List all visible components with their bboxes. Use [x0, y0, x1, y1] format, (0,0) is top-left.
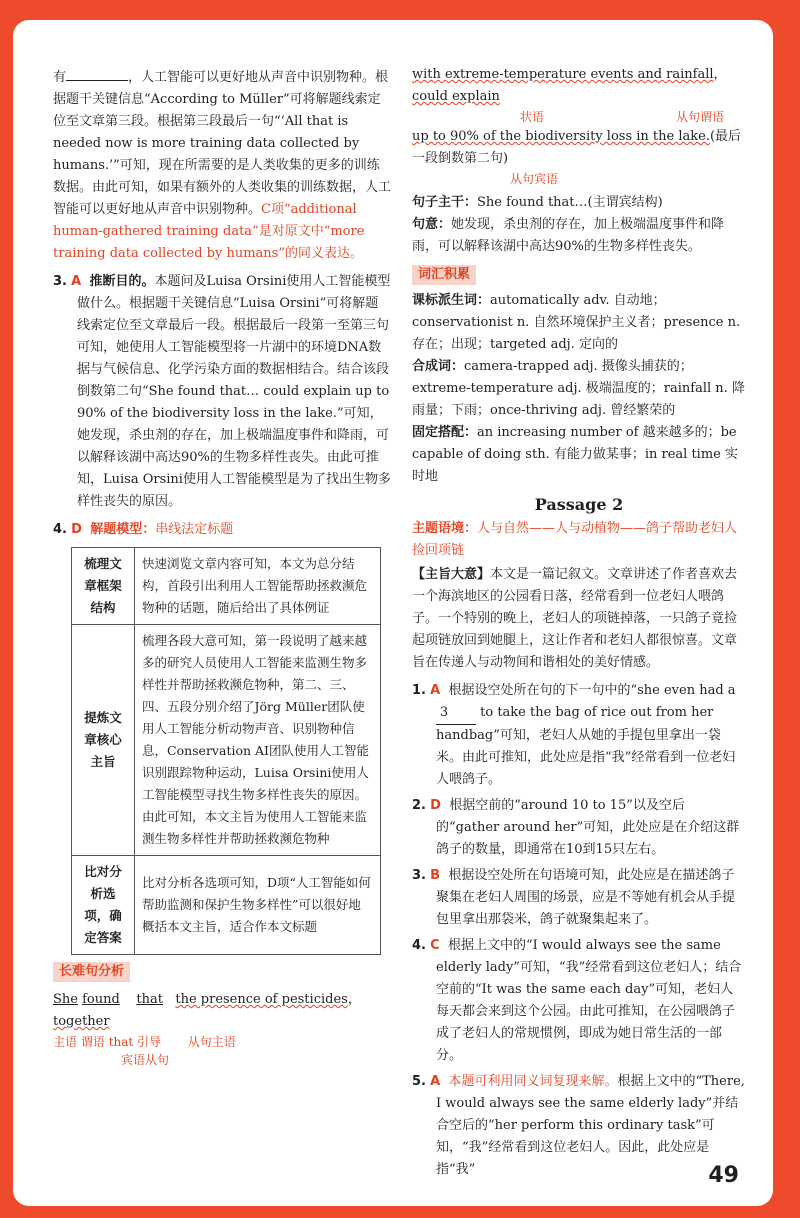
sentence-trunk — [412, 192, 746, 214]
label: 【主旨大意】 — [412, 567, 491, 582]
label: 合成词： — [412, 359, 465, 374]
row-content: 梳理各段大意可知，第一段说明了越来越多的研究人员使用人工智能来监测生物多样性并帮助拯救濒危物种，第二、三、四、五段分别介绍了Jörg Müller团队使用人工智能分析动物声音、识别物种信息，Conservation AI团队使用人工智能识别跟踪物种运动，Luisa Orsini使用人工智能模型寻找生物多样性丧失的原因。由此可知，本文主旨为使用人工智能来监测生物多样性并帮助拯救濒危物种 — [135, 625, 381, 856]
label: 句子主干： — [412, 195, 478, 210]
grammar-label: 宾语从句 — [121, 1053, 170, 1067]
sentence-part: up to 90% of the biodiversity loss in the lake. — [412, 129, 710, 144]
sentence-word: that — [136, 992, 163, 1007]
grammar-labels — [412, 170, 746, 188]
question-number: 4. — [53, 522, 67, 537]
text: automatically adv. 自动地；conservationist n. 自然环境保护主义者；presence n. 存在；出现；targeted adj. 定向的 — [412, 293, 741, 352]
grammar-labels — [53, 1033, 391, 1051]
p2-question-5 — [412, 1071, 746, 1181]
model-name: 串线法定标题 — [155, 522, 234, 537]
question-type: 推断目的。 — [89, 274, 155, 289]
explanation: 根据设空处所在句的下一句中的“she even had a — [448, 683, 736, 698]
row-content: 快速浏览文章内容可知，本文为总分结构，首段引出利用人工智能帮助拯救濒危物种的话题，随后给出了具体例证 — [135, 548, 381, 625]
p2-question-4 — [412, 935, 746, 1067]
section-title: 长难句分析 — [53, 962, 130, 982]
sentence-word: found — [82, 992, 120, 1007]
question-number: 3. — [53, 274, 67, 289]
vocab-collocation — [412, 422, 746, 488]
long-sentence-section — [53, 961, 391, 983]
answer-letter: A — [71, 274, 82, 289]
vocab-compound — [412, 356, 746, 422]
grammar-label: 从句谓语 — [676, 110, 725, 124]
grammar-labels — [53, 1051, 391, 1069]
answer-letter: D — [71, 522, 82, 537]
row-header: 比对分析选项，确定答案 — [72, 856, 135, 955]
sentence-part: with extreme-temperature events and rainfall — [412, 67, 714, 82]
answer-blank — [66, 66, 128, 81]
page-number: 49 — [708, 1163, 739, 1188]
label: 句意： — [412, 217, 452, 232]
row-content: 比对分析各选项可知，D项“人工智能如何帮助监测和保护生物多样性”可以很好地概括本文主旨，适合作本文标题 — [135, 856, 381, 955]
question-number: 2. — [412, 798, 426, 813]
text: camera-trapped adj. 摄像头捕获的；extreme-temperature adj. 极端温度的；rainfall n. 降雨量；下雨；once-thriving adj. 曾经繁荣的 — [412, 359, 745, 418]
grammar-labels — [412, 108, 746, 126]
grammar-label: 从句宾语 — [510, 172, 559, 186]
explanation: 根据设空处所在句语境可知，此处应是在描述鸽子聚集在老妇人周围的场景，应是不等她有机会从手提包里拿出那袋米，鸽子就聚集起来了。 — [436, 868, 736, 927]
text: an increasing number of 越来越多的；be capable of doing sth. 有能力做某事；in real time 实时地 — [412, 425, 738, 484]
question-number: 1. — [412, 683, 426, 698]
question-number: 5. — [412, 1074, 426, 1089]
label: 课标派生词： — [412, 293, 491, 308]
row-header: 提炼文章核心主旨 — [72, 625, 135, 856]
gist — [412, 564, 746, 674]
passage-title: Passage 2 — [534, 495, 624, 514]
model-label: 解题模型： — [90, 522, 156, 537]
label: 主题语境： — [412, 521, 478, 536]
grammar-label: 主语 — [53, 1035, 78, 1049]
right-column — [412, 64, 746, 1181]
page-sheet — [13, 20, 773, 1206]
sentence-word: together — [53, 1014, 110, 1029]
grammar-label: 谓语 — [80, 1035, 105, 1049]
source-note: (最后一段倒数第二句) — [412, 129, 742, 166]
left-column — [53, 66, 391, 1069]
paragraph-q2-analysis — [53, 66, 391, 265]
synonym-note: C项“additional human-gathered training data”是对原文中“more training data collected by humans”的同义表达。 — [53, 202, 365, 261]
grammar-label: that 引导 — [108, 1035, 162, 1049]
explanation: 本题问及Luisa Orsini使用人工智能模型做什么。根据题干关键信息“Luisa Orsini”可将解题线索定位至文章最后一段。根据最后一段第一至第三句可知，她使用人工智能模型将一片湖中的环境DNA数据与气候信息、化学污染方面的数据相结合。结合该段倒数第二句“She found that… could explain up to 90% of the biodiversity loss in the lake.”可知，她发现，杀虫剂的存在，加上极端温度事件和降雨，可以解释该湖中高达90%的生物多样性丧失。由此可推知，Luisa Orsini使用人工智能模型是为了找出生物多样性丧失的原因。 — [77, 274, 391, 509]
sentence-word: the presence of pesticides — [175, 992, 348, 1007]
question-4 — [53, 519, 391, 541]
table-row — [72, 856, 381, 955]
explanation: 根据上文中的“I would always see the same elderly lady”可知，“我”经常看到这位老妇人；结合空前的“It was the same each day”可知，老妇人每天都会来到这个公园。由此可推知，在公园喂鸽子成了老妇人的常规惯例，即成为她日常生活的一部分。 — [436, 938, 742, 1063]
p2-question-3 — [412, 865, 746, 931]
text: ，人工智能可以更好地从声音中识别物种。根据题干关键信息“According to Müller”可将解题线索定位至文章第三段。根据第三段最后一句“‘All that is needed now is more training data collected by humans.’”可知，现在所需要的是人类收集的更多的训练数据。由此可知，如果有额外的人类收集的训练数据，人工智能可以更好地从声音中识别物种。 — [53, 70, 392, 217]
analysis-table — [71, 547, 381, 955]
text: 有 — [53, 70, 67, 85]
label: 固定搭配： — [412, 425, 478, 440]
sentence-word: She — [53, 992, 78, 1007]
answer-letter: A — [430, 1074, 441, 1089]
text: 本文是一篇记叙文。文章讲述了作者喜欢去一个海滨地区的公园看日落，经常看到一位老妇人喂鸽子。一个特别的晚上，老妇人的项链掉落，一只鸽子竟捡起项链放回到她腿上，这让作者和老妇人都很惊喜。文章旨在传递人与动物间和谐相处的美好情感。 — [412, 567, 738, 670]
explanation: to take the bag of rice out from her handbag”可知，老妇人从她的手提包里拿出一袋米。由此可推知，此处应是指“我”经常看到一位老妇人喂鸽子。 — [436, 705, 736, 787]
explanation: 根据上文中的“There, I would always see the same elderly lady”并结合空后的“her perform this ordinary task”可知，“我”经常看到这位老妇人。因此，此处应是指“我” — [436, 1074, 745, 1177]
p2-question-1 — [412, 680, 746, 791]
row-header: 梳理文章框架结构 — [72, 548, 135, 625]
text: 她发现，杀虫剂的存在，加上极端温度事件和降雨，可以解释该湖中高达90%的生物多样性丧失。 — [412, 217, 725, 254]
question-number: 3. — [412, 868, 426, 883]
vocab-section — [412, 264, 746, 286]
answer-letter: B — [430, 868, 441, 883]
method-hint: 本题可利用同义词复现来解。 — [448, 1074, 618, 1089]
explanation: 根据空前的“around 10 to 15”以及空后的“gather around her”可知，此处应是在介绍这群鸽子的数量，即通常在10到15只左右。 — [436, 798, 740, 857]
theme — [412, 518, 746, 562]
answer-letter: A — [430, 683, 441, 698]
grammar-label: 状语 — [520, 110, 545, 124]
long-sentence-line — [412, 126, 746, 170]
vocab-derived — [412, 290, 746, 356]
table-row — [72, 548, 381, 625]
text: 人与自然——人与动植物——鸽子帮助老妇人捡回项链 — [412, 521, 738, 558]
question-number: 4. — [412, 938, 426, 953]
grammar-label: 从句主语 — [187, 1035, 236, 1049]
answer-letter: D — [430, 798, 441, 813]
table-row — [72, 625, 381, 856]
section-title: 词汇积累 — [412, 265, 476, 285]
text: She found that…(主谓宾结构) — [477, 195, 663, 210]
blank-number: 3 — [436, 702, 476, 725]
p2-question-2 — [412, 795, 746, 861]
answer-letter: C — [430, 938, 440, 953]
sentence-part: could explain — [412, 89, 500, 104]
sentence-meaning — [412, 214, 746, 258]
long-sentence-line: She found that the presence of pesticides，together — [53, 992, 361, 1029]
question-3 — [53, 271, 391, 513]
long-sentence-line: with extreme-temperature events and rainfall，could explain — [412, 67, 727, 104]
